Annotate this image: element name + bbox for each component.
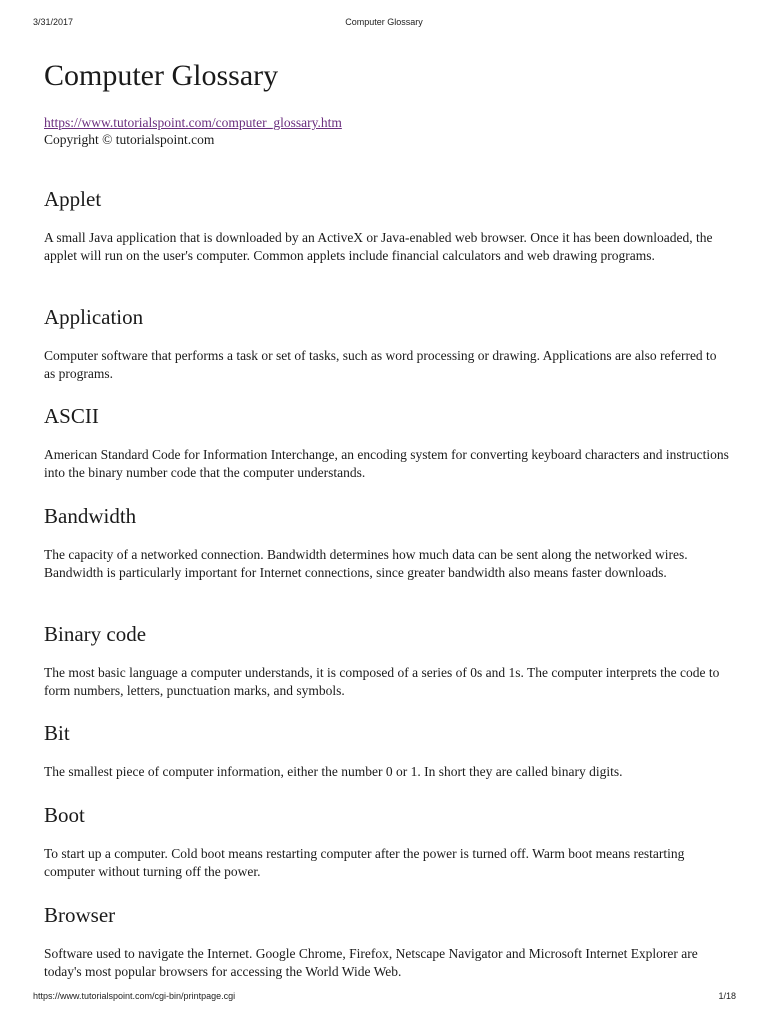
print-footer xyxy=(0,991,768,1005)
entry-term: Boot xyxy=(44,803,85,827)
glossary-entry-applet xyxy=(44,185,730,264)
entry-term: Application xyxy=(44,305,144,329)
entry-definition: Computer software that performs a task or set of tasks, such as word processing or drawing. Applications are also referred to as programs. xyxy=(44,348,717,381)
entry-definition: A small Java application that is downloaded by an ActiveX or Java-enabled web browser. Once it has been downloaded, the applet will run on the user's computer. Common applets include financial calculators and web drawing programs. xyxy=(44,230,713,263)
footer-url: https://www.tutorialspoint.com/cgi-bin/printpage.cgi xyxy=(33,991,236,1001)
entry-term: Bandwidth xyxy=(44,504,137,528)
entry-definition: The smallest piece of computer information, either the number 0 or 1. In short they are called binary digits. xyxy=(44,764,623,779)
glossary-entry-ascii xyxy=(44,402,730,481)
entry-definition: To start up a computer. Cold boot means restarting computer after the power is turned off. Warm boot means restarting computer without turning off the power. xyxy=(44,846,685,879)
entry-term: Binary code xyxy=(44,622,147,646)
glossary-entry-browser xyxy=(44,901,730,980)
source-link[interactable]: https://www.tutorialspoint.com/computer_glossary.htm xyxy=(44,115,342,130)
glossary-entry-application xyxy=(44,303,730,382)
glossary-entry-boot xyxy=(44,801,730,880)
glossary-entry-binary-code xyxy=(44,620,730,699)
entry-term: ASCII xyxy=(44,404,99,428)
print-date: 3/31/2017 xyxy=(33,17,74,27)
page-title: Computer Glossary xyxy=(44,59,279,92)
entry-definition: The capacity of a networked connection. Bandwidth determines how much data can be sent along the networked wires. Bandwidth is particularly important for Internet connections, since greater bandwidth also means faster downloads. xyxy=(44,547,688,580)
entry-term: Applet xyxy=(44,187,102,211)
entry-definition: American Standard Code for Information Interchange, an encoding system for converting keyboard characters and instructions into the binary number code that the computer understands. xyxy=(44,447,729,480)
glossary-entry-bit xyxy=(44,719,730,781)
entry-definition: The most basic language a computer understands, it is composed of a series of 0s and 1s. The computer interprets the code to form numbers, letters, punctuation marks, and symbols. xyxy=(44,665,720,698)
entry-term: Bit xyxy=(44,721,70,745)
print-page-title: Computer Glossary xyxy=(345,17,423,27)
page-number: 1/18 xyxy=(718,991,736,1001)
copyright-notice: Copyright © tutorialspoint.com xyxy=(44,132,215,147)
entry-definition: Software used to navigate the Internet. Google Chrome, Firefox, Netscape Navigator and Microsoft Internet Explorer are today's most popular browsers for accessing the World Wide Web. xyxy=(44,946,698,979)
glossary-entry-bandwidth xyxy=(44,502,730,581)
print-header xyxy=(0,17,768,31)
document-body xyxy=(44,56,730,979)
entry-term: Browser xyxy=(44,903,116,927)
